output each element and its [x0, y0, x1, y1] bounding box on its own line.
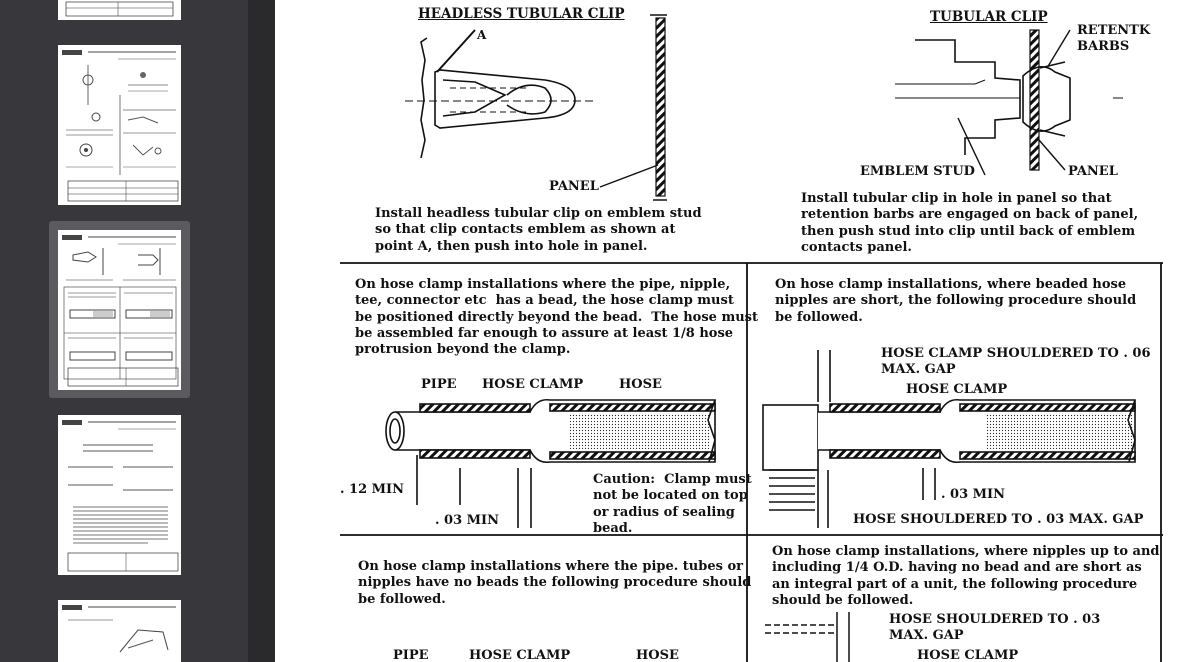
no-beads-label-pipe: PIPE — [393, 648, 429, 662]
headless-clip-instructions: Install headless tubular clip on emblem stud so that clip contacts emblem as shown at point A, then push into hole in panel. — [375, 206, 702, 254]
small-nipples-instructions: On hose clamp installations, where nipples up to and including 1/4 O.D. having no bead and are short as an integral part of a unit, the following procedure should be followed. — [772, 544, 1160, 608]
tubular-clip-label-retention: RETENTK BARBS — [1077, 23, 1151, 54]
tubular-clip-instructions: Install tubular clip in hole in panel so that retention barbs are engaged on back of panel, then push stud into clip until back of emblem contacts panel. — [801, 191, 1139, 255]
page-thumbnail-4[interactable] — [58, 415, 181, 575]
beaded-hose-label-clamp: HOSE CLAMP — [482, 377, 584, 392]
headless-clip-drawing — [405, 15, 667, 200]
document-page — [275, 0, 1186, 662]
thumbnail-3-preview — [58, 230, 181, 390]
lower-drawings — [765, 612, 849, 662]
short-nipples-label-clamp: HOSE CLAMP — [906, 382, 1008, 397]
small-nipples-label-shouldered: HOSE SHOULDERED TO . 03 MAX. GAP — [889, 612, 1101, 643]
no-beads-label-hose: HOSE — [636, 648, 679, 662]
short-nipples-label-shouldered-06: HOSE CLAMP SHOULDERED TO . 06 MAX. GAP — [881, 346, 1151, 377]
beaded-hose-label-12min: . 12 MIN — [340, 482, 405, 497]
tubular-clip-label-panel: PANEL — [1068, 164, 1118, 179]
no-beads-instructions: On hose clamp installations where the pipe. tubes or nipples have no beads the following procedure should be followed. — [358, 559, 752, 607]
thumbnail-1-preview — [58, 0, 181, 20]
beaded-hose-label-03min: . 03 MIN — [435, 513, 500, 528]
no-beads-label-clamp: HOSE CLAMP — [469, 648, 571, 662]
beaded-hose-caution: Caution: Clamp must not be located on top or radius of sealing bead. — [593, 472, 752, 536]
short-nipples-instructions: On hose clamp installations, where beaded hose nipples are short, the following procedure should be followed. — [775, 277, 1137, 325]
page-thumbnail-3[interactable] — [58, 230, 181, 390]
headless-clip-label-a: A — [477, 28, 487, 42]
sidebar-divider — [248, 0, 275, 662]
page-thumbnail-5[interactable] — [58, 600, 181, 662]
thumbnail-4-preview — [58, 415, 181, 575]
small-nipples-label-clamp: HOSE CLAMP — [917, 648, 1019, 662]
beaded-hose-instructions: On hose clamp installations where the pipe, nipple, tee, connector etc has a bead, the hose clamp must be positioned directly beyond the bead. The hose must be assembled far enough to assure at least 1/8 hose protrusion beyond the clamp. — [355, 277, 758, 358]
tubular-clip-title: TUBULAR CLIP — [930, 9, 1048, 25]
tubular-clip-label-emblem-stud: EMBLEM STUD — [860, 164, 975, 179]
short-nipples-label-03min: . 03 MIN — [941, 487, 1006, 502]
thumbnail-5-preview — [58, 600, 181, 662]
beaded-hose-label-pipe: PIPE — [421, 377, 457, 392]
headless-clip-label-panel: PANEL — [549, 179, 599, 194]
headless-clip-title: HEADLESS TUBULAR CLIP — [418, 6, 625, 22]
page-thumbnail-1[interactable] — [58, 0, 181, 20]
beaded-hose-label-hose: HOSE — [619, 377, 662, 392]
thumbnail-2-preview — [58, 45, 181, 205]
short-nipples-label-shouldered-03: HOSE SHOULDERED TO . 03 MAX. GAP — [853, 512, 1144, 527]
page-thumbnail-2[interactable] — [58, 45, 181, 205]
